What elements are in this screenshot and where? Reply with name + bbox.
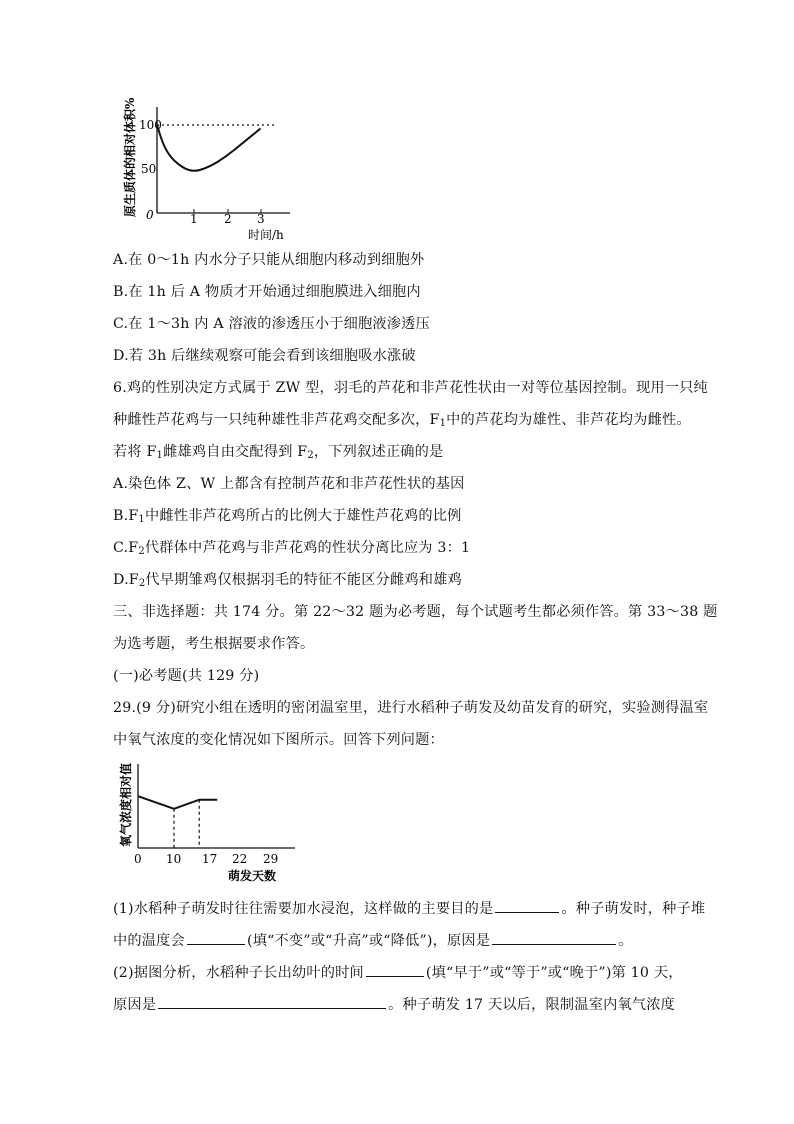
q29-part1-line1 [113, 898, 705, 918]
q6-l2a: 种雌性芦花鸡与一只纯种雄性非芦花鸡交配多次，F [113, 412, 440, 428]
q5-option-a: A.在 0～1h 内水分子只能从细胞内移动到细胞外 [113, 252, 425, 268]
q29-p1d: (填“不变”或“升高”或“降低”)，原因是 [246, 933, 491, 949]
q29-p1b: 。种子萌发时，种子堆 [561, 901, 706, 917]
q29-p2d: 。种子萌发 17 天以后，限制温室内氧气浓度 [388, 997, 676, 1013]
chart1-series-line [157, 125, 261, 171]
q6-c-b: 代群体中芦花鸡与非芦花鸡的性状分离比应为 3：1 [144, 540, 471, 556]
chart1-xlabel: 时间/h [248, 228, 284, 242]
chart2-xtick-22: 22 [232, 852, 248, 866]
chart2-series-line [138, 796, 217, 809]
chart2-origin: 0 [134, 852, 142, 866]
chart1-ylabel: 原生质体的相对体积% [123, 97, 137, 217]
oxygen-concentration-chart [110, 752, 310, 892]
q6-l3b: 雌雄鸡自由交配得到 F [163, 444, 308, 460]
q6-stem-line3 [113, 441, 443, 461]
q29-blank-3[interactable] [492, 930, 616, 945]
q5-option-b: B.在 1h 后 A 物质才开始通过细胞膜进入细胞内 [113, 284, 421, 300]
q29-stem-line1: 29.(9 分)研究小组在透明的密闭温室里，进行水稻种子萌发及幼苗发育的研究，实验测得温室 [113, 700, 709, 716]
q29-p2a: (2)据图分析，水稻种子长出幼叶的时间 [113, 965, 364, 981]
q29-blank-5[interactable] [158, 994, 386, 1009]
chart1-xtick-2: 2 [224, 212, 232, 226]
section3-required: (一)必考题(共 129 分) [113, 668, 260, 684]
q6-d-sub: 2 [138, 578, 146, 589]
q29-part2-line2 [113, 994, 675, 1014]
chart2-xtick-10: 10 [166, 852, 182, 866]
protoplast-volume-chart [110, 95, 300, 255]
q29-blank-2[interactable] [187, 930, 245, 945]
q29-p2c: 原因是 [113, 997, 157, 1013]
q29-p1e: 。 [618, 933, 633, 949]
q6-option-d [113, 569, 462, 589]
section3-line2: 为选考题，考生根据要求作答。 [113, 636, 315, 652]
q6-stem-line2 [113, 409, 691, 429]
q29-p2b: (填“早于”或“等于”或“晚于”)第 10 天， [425, 965, 683, 981]
section3-line1: 三、非选择题：共 174 分。第 22～32 题为必考题，每个试题考生都必须作答。第 33～38 题 [113, 604, 718, 620]
q29-blank-1[interactable] [495, 898, 559, 913]
q6-b-b: 中雌性非芦花鸡所占的比例大于雄性芦花鸡的比例 [144, 508, 462, 524]
q29-stem-line2: 中氧气浓度的变化情况如下图所示。回答下列问题： [113, 732, 444, 748]
q6-d-b: 代早期雏鸡仅根据羽毛的特征不能区分雌鸡和雄鸡 [145, 572, 462, 588]
q6-b-sub: 1 [138, 514, 145, 525]
q6-c-sub: 2 [138, 546, 145, 557]
q6-l2sub: 1 [439, 418, 447, 429]
q6-l3a: 若将 F [113, 444, 157, 460]
q6-option-a: A.染色体 Z、W 上都含有控制芦花和非芦花性状的基因 [113, 476, 465, 492]
q29-part1-line2 [113, 930, 633, 950]
chart2-xtick-17: 17 [202, 852, 218, 866]
q6-l3c: ，下列叙述正确的是 [313, 444, 444, 460]
chart2-xtick-29: 29 [263, 852, 279, 866]
q29-p1a: (1)水稻种子萌发时往往需要加水浸泡，这样做的主要目的是 [113, 901, 494, 917]
q6-l3sub1: 1 [156, 450, 164, 461]
q29-p1c: 中的温度会 [113, 933, 185, 949]
q6-b-a: B.F [113, 508, 139, 524]
chart1-xtick-1: 1 [190, 212, 198, 226]
q29-part2-line1 [113, 962, 683, 982]
q5-option-c: C.在 1～3h 内 A 溶液的渗透压小于细胞液渗透压 [113, 316, 430, 332]
chart2-xlabel: 萌发天数 [228, 869, 277, 883]
q6-option-b [113, 505, 461, 525]
chart2-ylabel: 氧气浓度相对值 [119, 762, 133, 847]
chart1-ytick-50: 50 [141, 162, 157, 176]
q6-d-a: D.F [113, 572, 139, 588]
q6-stem-line1: 6.鸡的性别决定方式属于 ZW 型，羽毛的芦花和非芦花性状由一对等位基因控制。现用一只纯 [113, 380, 708, 396]
q6-c-a: C.F [113, 540, 139, 556]
q29-blank-4[interactable] [366, 962, 424, 977]
chart1-xtick-3: 3 [257, 212, 265, 226]
chart1-origin: 0 [146, 208, 154, 222]
q6-l3sub2: 2 [307, 450, 314, 461]
chart1-ytick-100: 100 [139, 118, 162, 132]
q5-option-d: D.若 3h 后继续观察可能会看到该细胞吸水涨破 [113, 348, 416, 364]
q6-option-c [113, 537, 470, 557]
q6-l2b: 中的芦花均为雄性、非芦花均为雌性。 [446, 412, 691, 428]
